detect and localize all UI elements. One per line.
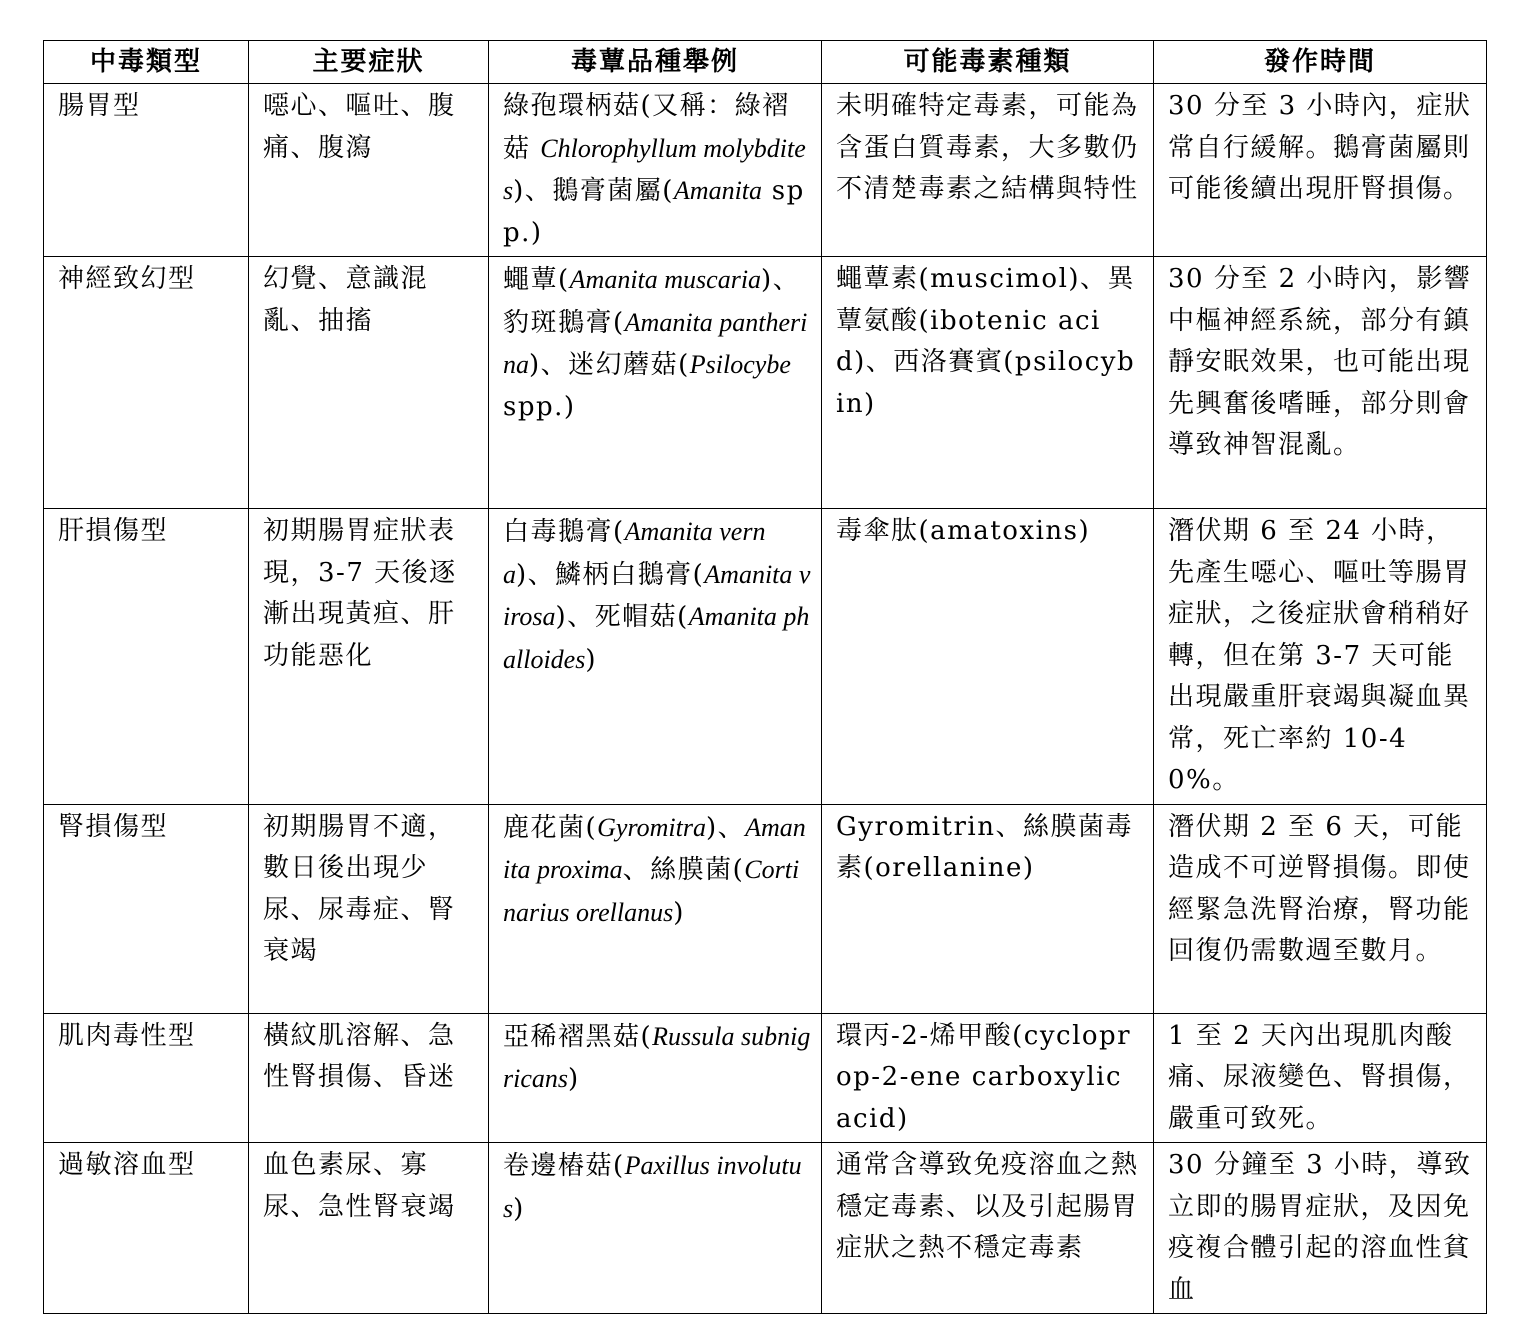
scientific-name: Amanita verna (503, 517, 766, 589)
cell-species-examples (489, 804, 822, 1013)
scientific-name: Cortinarius orellanus (503, 855, 800, 927)
species-text: ) (585, 644, 597, 675)
scientific-name: Amanita proxima (503, 812, 806, 884)
cell-onset-time: 30 分至 2 小時內，影響中樞神經系統，部分有鎮靜安眠效果，也可能出現先興奮後嗜睡，部分則會導致神智混亂。 (1154, 257, 1487, 509)
species-text: 卷邊樁菇( (503, 1151, 625, 1181)
table-row (44, 509, 1487, 805)
header-onset-time: 發作時間 (1154, 41, 1487, 84)
cell-onset-time: 潛伏期 2 至 6 天，可能造成不可逆腎損傷。即使經緊急洗腎治療，腎功能回復仍需數週至數月。 (1154, 804, 1487, 1013)
cell-species-examples (489, 1143, 822, 1314)
species-text: )、死帽菇( (555, 602, 689, 632)
cell-species-examples (489, 1013, 822, 1143)
table-row (44, 804, 1487, 1013)
header-possible-toxins: 可能毒素種類 (822, 41, 1154, 84)
species-text: )、 (705, 812, 746, 843)
table-row (44, 1013, 1487, 1143)
species-text: )、鵝膏菌屬( (513, 176, 674, 206)
species-text: 亞稀褶黑菇( (503, 1021, 653, 1052)
species-text: )、豹斑鵝膏( (503, 265, 801, 338)
cell-species-examples (489, 257, 822, 509)
table-row (44, 257, 1487, 509)
cell-possible-toxins: 環丙-2-烯甲酸(cycloprop-2-ene carboxylic acid) (822, 1013, 1154, 1143)
cell-possible-toxins: 通常含導致免疫溶血之熱穩定毒素、以及引起腸胃症狀之熱不穩定毒素 (822, 1143, 1154, 1314)
species-text: ) (673, 897, 685, 928)
scientific-name: Paxillus involutus (503, 1151, 802, 1223)
cell-poisoning-type: 神經致幻型 (44, 257, 249, 509)
species-text: 白毒鵝膏( (503, 517, 625, 547)
species-text: 鹿花菌( (503, 812, 598, 843)
cell-onset-time: 30 分鐘至 3 小時，導致立即的腸胃症狀，及因免疫複合體引起的溶血性貧血 (1154, 1143, 1487, 1314)
cell-poisoning-type: 腸胃型 (44, 84, 249, 257)
cell-onset-time: 1 至 2 天內出現肌肉酸痛、尿液變色、腎損傷，嚴重可致死。 (1154, 1013, 1487, 1143)
species-text: ) (568, 1064, 580, 1094)
header-row (44, 41, 1487, 84)
cell-main-symptoms: 血色素尿、寡尿、急性腎衰竭 (249, 1143, 489, 1314)
cell-poisoning-type: 腎損傷型 (44, 804, 249, 1013)
species-text: ) (513, 1193, 525, 1224)
cell-onset-time: 潛伏期 6 至 24 小時，先產生噁心、嘔吐等腸胃症狀，之後症狀會稍稍好轉，但在第 3-7 天可能出現嚴重肝衰竭與凝血異常，死亡率約 10-40%。 (1154, 509, 1487, 805)
scientific-name: Amanita virosa (503, 559, 811, 631)
species-text: spp.) (503, 391, 576, 422)
scientific-name: Russula subnigricans (503, 1021, 811, 1093)
scientific-name: Amanita muscaria (569, 265, 762, 294)
cell-possible-toxins: Gyromitrin、絲膜菌毒素(orellanine) (822, 804, 1154, 1013)
table-row (44, 1143, 1487, 1314)
cell-species-examples (489, 509, 822, 805)
cell-main-symptoms: 噁心、嘔吐、腹痛、腹瀉 (249, 84, 489, 257)
cell-main-symptoms: 初期腸胃不適，數日後出現少尿、尿毒症、腎衰竭 (249, 804, 489, 1013)
cell-poisoning-type: 肌肉毒性型 (44, 1013, 249, 1143)
species-text: 綠孢環柄菇(又稱：綠褶菇 (503, 91, 790, 164)
header-species-examples: 毒蕈品種舉例 (489, 41, 822, 84)
cell-main-symptoms: 幻覺、意識混亂、抽搐 (249, 257, 489, 509)
cell-main-symptoms: 橫紋肌溶解、急性腎損傷、昏迷 (249, 1013, 489, 1143)
header-main-symptoms: 主要症狀 (249, 41, 489, 84)
cell-main-symptoms: 初期腸胃症狀表現，3-7 天後逐漸出現黃疸、肝功能惡化 (249, 509, 489, 805)
species-text: )、迷幻蘑菇( (529, 350, 690, 380)
cell-possible-toxins: 毒傘肽(amatoxins) (822, 509, 1154, 805)
mushroom-poisoning-table (43, 40, 1487, 1314)
species-text: )、鱗柄白鵝膏( (516, 559, 705, 590)
cell-poisoning-type: 過敏溶血型 (44, 1143, 249, 1314)
scientific-name: Psilocybe (689, 350, 791, 379)
scientific-name: Amanita pantherina (503, 307, 808, 379)
table-row (44, 84, 1487, 257)
cell-possible-toxins: 未明確特定毒素，可能為含蛋白質毒素，大多數仍不清楚毒素之結構與特性 (822, 84, 1154, 257)
header-poisoning-type: 中毒類型 (44, 41, 249, 84)
species-text: 蠅蕈( (503, 265, 570, 295)
cell-species-examples (489, 84, 822, 257)
cell-possible-toxins: 蠅蕈素(muscimol)、異蕈氨酸(ibotenic acid)、西洛賽賓(psilocybin) (822, 257, 1154, 509)
scientific-name: Amanita (673, 176, 763, 205)
scientific-name: Gyromitra (597, 812, 706, 842)
scientific-name: Chlorophyllum molybdites (503, 133, 806, 205)
species-text: 、絲膜菌( (622, 855, 745, 885)
species-text: spp.) (503, 176, 805, 248)
scientific-name: Amanita phalloides (503, 602, 810, 674)
cell-poisoning-type: 肝損傷型 (44, 509, 249, 805)
cell-onset-time: 30 分至 3 小時內，症狀常自行緩解。鵝膏菌屬則可能後續出現肝腎損傷。 (1154, 84, 1487, 257)
